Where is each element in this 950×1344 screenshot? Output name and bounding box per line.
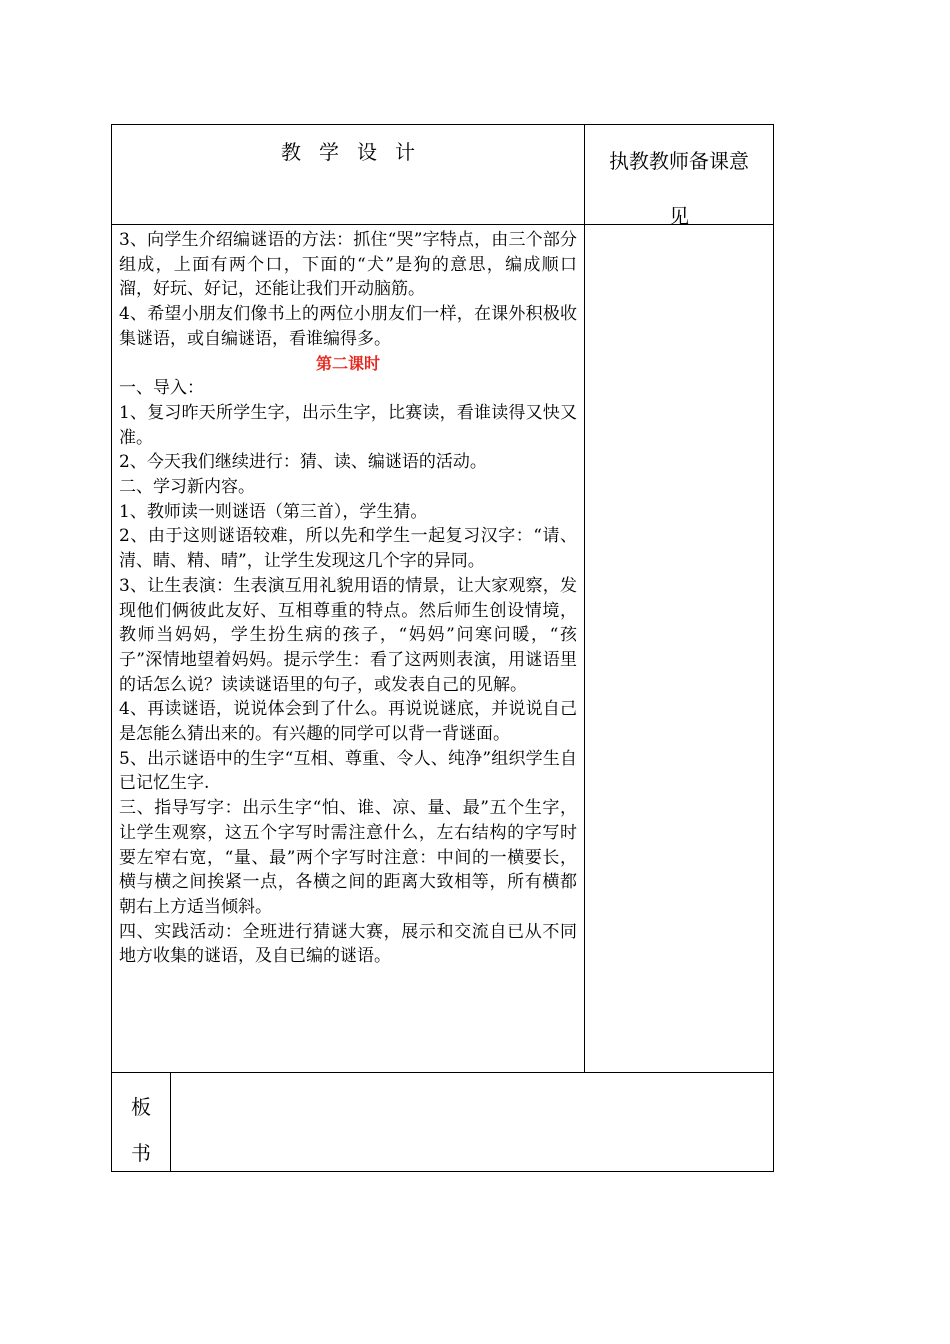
content-paragraph: 2、今天我们继续进行：猜、读、编谜语的活动。: [119, 452, 487, 473]
teaching-design-content: [119, 228, 577, 969]
blackboard-label: [112, 1084, 170, 1176]
heading-char: 计: [395, 140, 415, 164]
content-paragraph: 4、再读谜语，说说体会到了什么。再说说谜底，并说说自己是怎能么猜出来的。有兴趣的同学可以背一背谜面。: [119, 699, 577, 745]
content-paragraph: 3、向学生介绍编谜语的方法：抓住“哭”字特点，由三个部分组成，上面有两个口，下面的“犬”是狗的意思，编成顺口溜，好玩、好记，还能让我们开动脑筋。: [119, 230, 577, 300]
content-paragraph: 3、让生表演：生表演互用礼貌用语的情景，让大家观察，发现他们俩彼此友好、互相尊重的特点。然后师生创设情境，教师当妈妈，学生扮生病的孩子，“妈妈”问寒问暖，“孩子”深情地望着妈妈。提示学生：看了这两则表演，用谜语里的话怎么说？读读谜语里的句子，或发表自己的见解。: [119, 575, 577, 695]
content-paragraph: 5、出示谜语中的生字“互相、尊重、令人、纯净”组织学生自已记忆生字.: [119, 748, 577, 794]
teacher-notes-heading-line2: 见: [669, 204, 689, 228]
heading-char: 设: [357, 140, 377, 164]
content-paragraph: 一、导入：: [119, 378, 204, 399]
blackboard-label-line2: 书: [131, 1141, 151, 1165]
content-paragraph: 三、指导写字：出示生字“怕、谁、凉、量、最”五个生字，让学生观察，这五个字写时需注意什么，左右结构的字写时要左窄右宽，“量、最”两个字写时注意：中间的一横要长，横与横之间挨紧一点，各横之间的距离大致相等，所有横都朝右上方适当倾斜。: [119, 798, 577, 917]
heading-char: 学: [319, 140, 339, 164]
content-paragraph: 4、希望小朋友们像书上的两位小朋友们一样，在课外积极收集谜语，或自编谜语，看谁编得多。: [119, 304, 577, 349]
teacher-notes-heading: [585, 134, 773, 244]
teacher-notes-heading-line1: 执教教师备课意: [609, 149, 749, 173]
board-row-divider: [111, 1072, 774, 1073]
column-divider: [584, 124, 585, 1072]
content-paragraph: 1、复习昨天所学生字，出示生字，比赛读，看谁读得又快又准。: [119, 402, 577, 448]
content-paragraph: 2、由于这则谜语较难，所以先和学生一起复习汉字：“请、清、睛、精、晴”，让学生发现这几个字的异同。: [119, 526, 577, 572]
board-column-divider: [170, 1072, 171, 1172]
content-paragraph: 四、实践活动：全班进行猜谜大赛，展示和交流自已从不同地方收集的谜语，及自已编的谜语。: [119, 921, 577, 967]
heading-char: 教: [281, 140, 301, 164]
lesson-section-heading: 第二课时: [315, 353, 380, 373]
teaching-design-heading: [112, 137, 584, 167]
content-paragraph: 1、教师读一则谜语（第三首），学生猜。: [119, 501, 428, 522]
content-paragraph: 二、学习新内容。: [119, 477, 255, 498]
blackboard-label-line1: 板: [131, 1095, 151, 1119]
